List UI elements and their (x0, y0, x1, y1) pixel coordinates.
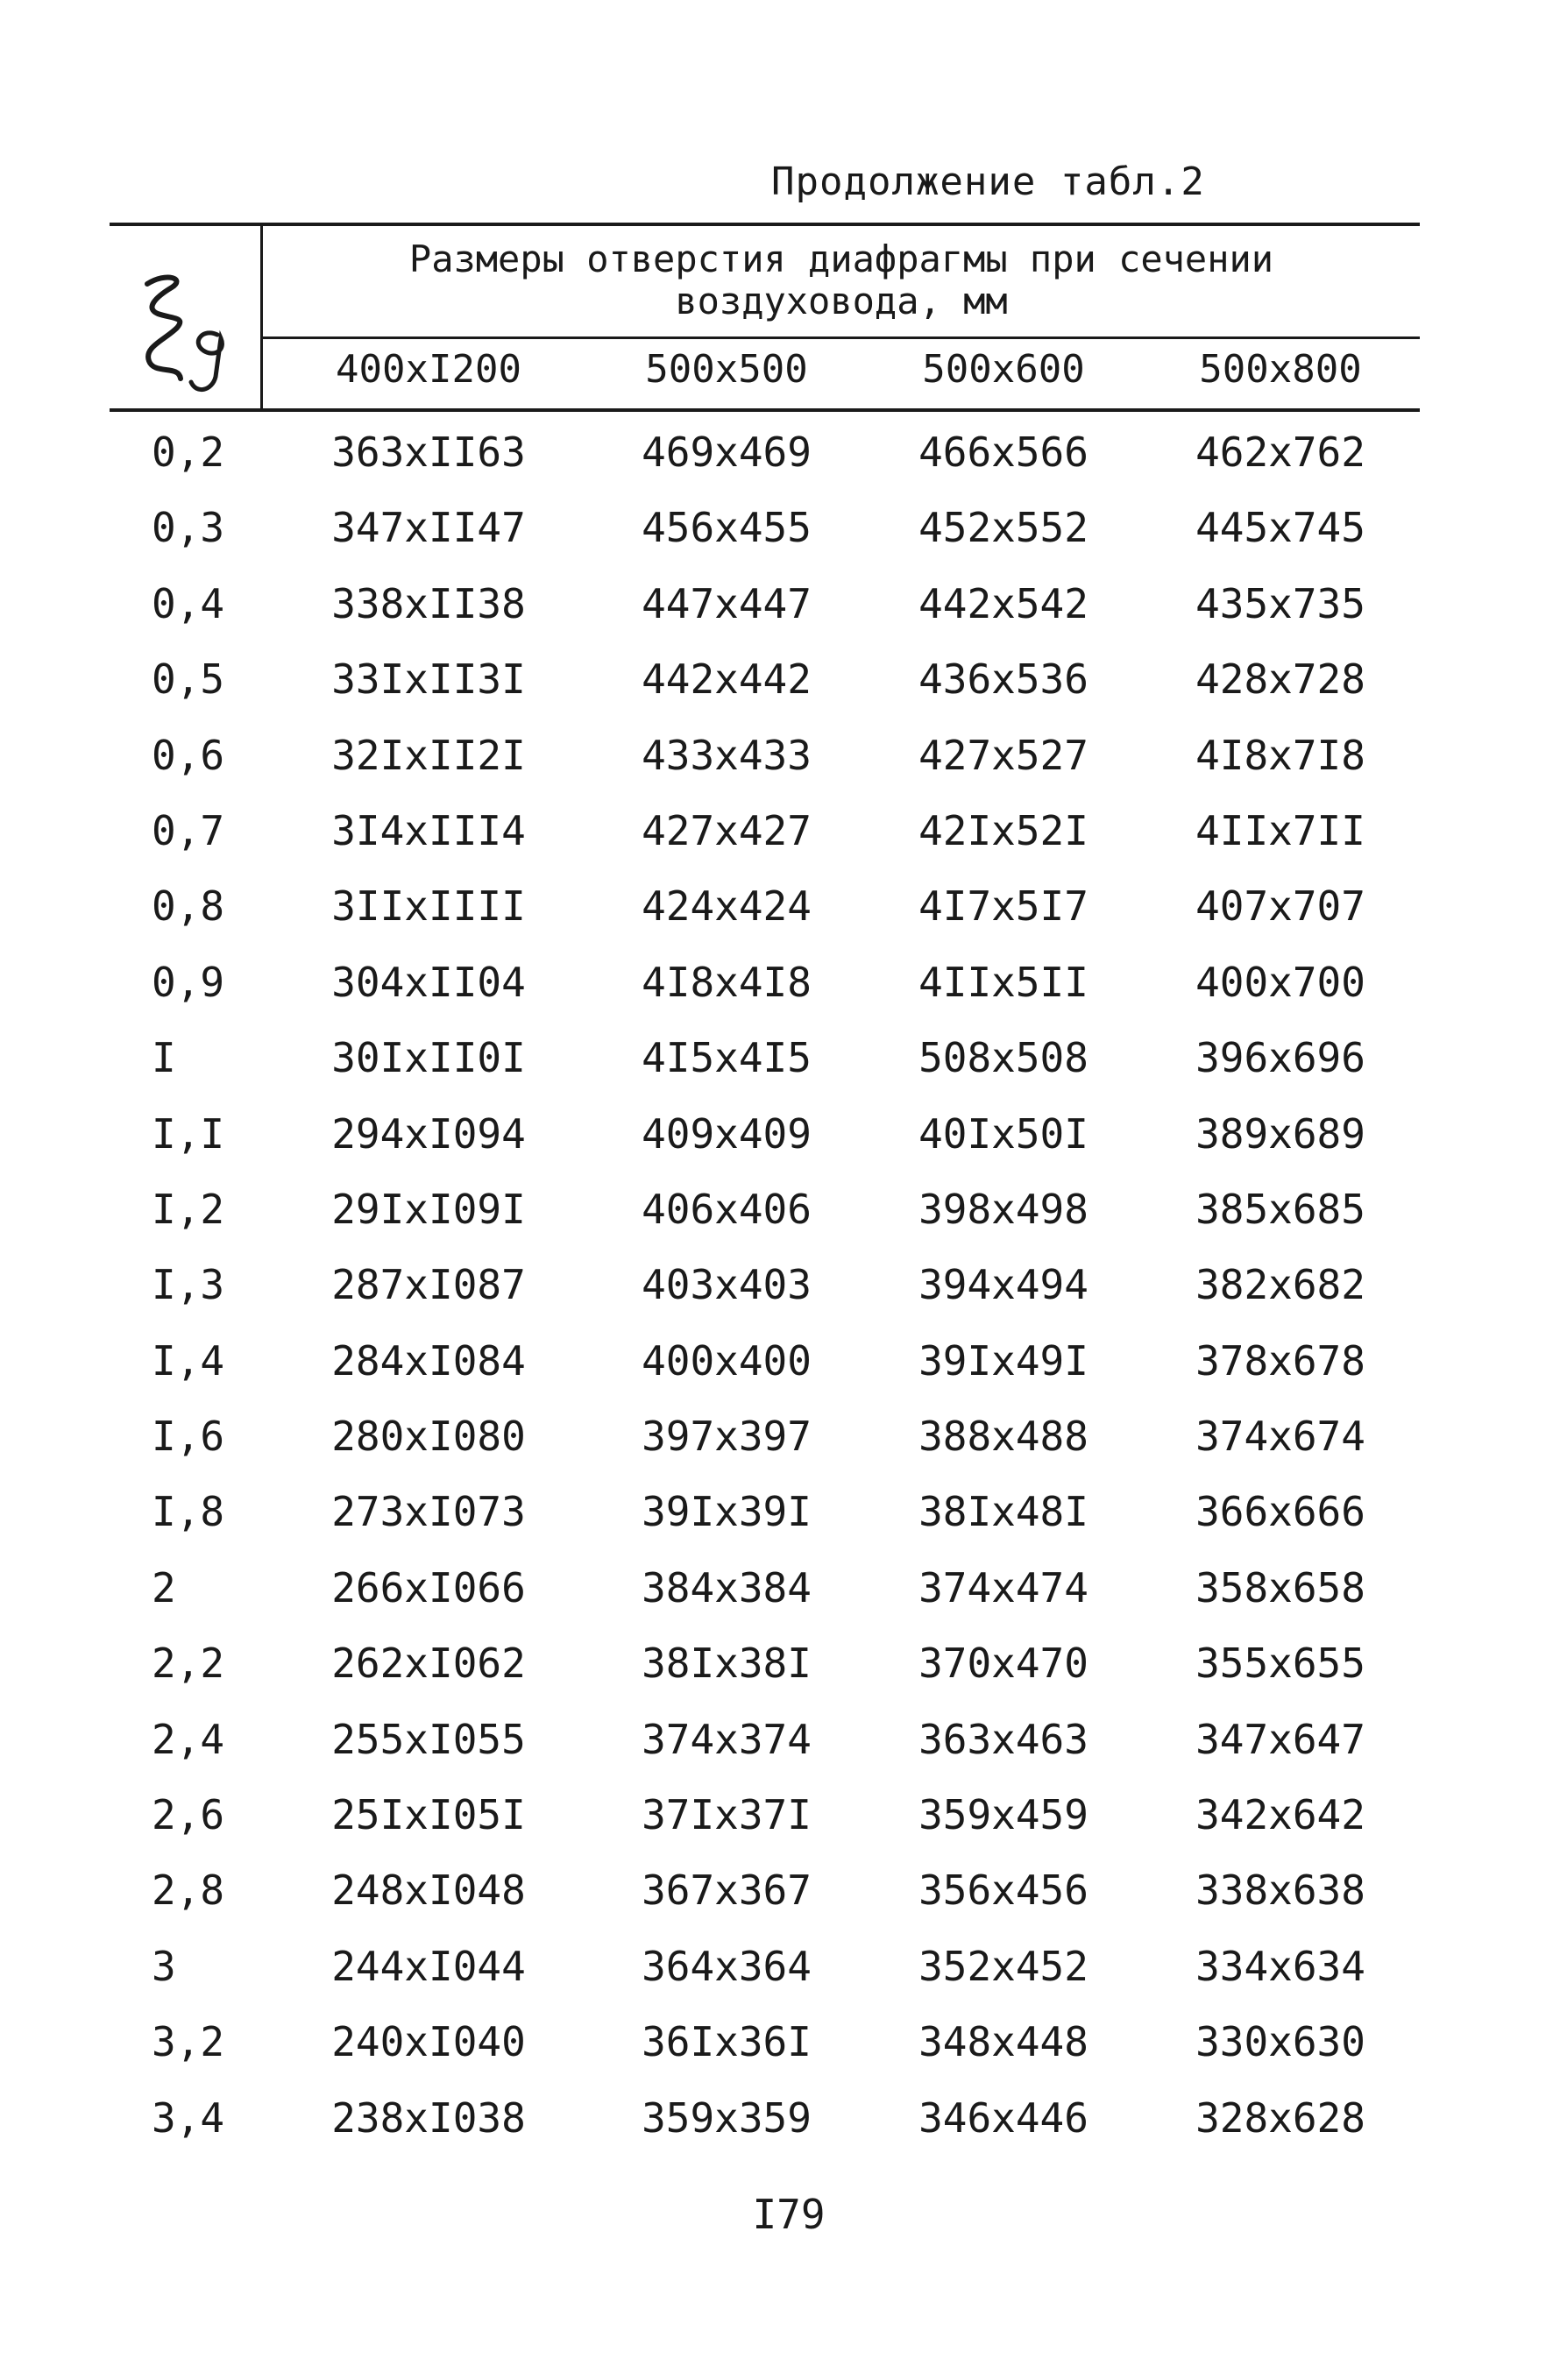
table-continuation-label: Продолжение табл.2 (771, 159, 1205, 204)
size-cell: 304xII04 (331, 958, 526, 1006)
xi-d-symbol-icon (123, 266, 245, 398)
size-cell: 358x658 (1195, 1563, 1365, 1611)
xi-value-cell: 2 (152, 1563, 176, 1611)
size-cell: 508x508 (918, 1034, 1089, 1082)
size-cell: 374x374 (642, 1715, 812, 1763)
size-cell: 3I4xIII4 (331, 806, 526, 854)
xi-value-cell: 0,7 (152, 806, 225, 854)
size-cell: 428x728 (1195, 655, 1365, 704)
table-row (110, 1637, 1420, 1712)
table-top-rule (110, 223, 1420, 226)
size-cell: 30IxII0I (331, 1034, 526, 1082)
size-cell: 334x634 (1195, 1942, 1365, 1990)
size-cell: 394x494 (918, 1261, 1089, 1309)
table-row (110, 1940, 1420, 2015)
size-cell: 397x397 (642, 1413, 812, 1461)
table-body (110, 426, 1420, 2167)
table-row (110, 1258, 1420, 1334)
table-row (110, 1864, 1420, 1939)
size-cell: 244xI044 (331, 1942, 526, 1990)
size-cell: 359x459 (918, 1791, 1089, 1839)
size-cell: 384x384 (642, 1563, 812, 1611)
size-cell: 364x364 (642, 1942, 812, 1990)
size-cell: 406x406 (642, 1185, 812, 1233)
table-row (110, 2015, 1420, 2091)
size-cell: 273xI073 (331, 1488, 526, 1536)
size-cell: 294xI094 (331, 1109, 526, 1158)
xi-value-cell: 0,6 (152, 731, 225, 779)
table-row (110, 880, 1420, 955)
xi-value-cell: 2,6 (152, 1791, 225, 1839)
size-cell: 347x647 (1195, 1715, 1365, 1763)
size-cell: 427x527 (918, 731, 1089, 779)
page-number: I79 (752, 2191, 826, 2238)
column-header-500x600: 500x600 (922, 347, 1085, 392)
group-caption-line-2: воздуховода, мм (675, 280, 1008, 322)
table-row (110, 501, 1420, 577)
xi-value-cell: 0,4 (152, 579, 225, 627)
xi-value-cell: 2,4 (152, 1715, 225, 1763)
size-cell: 355x655 (1195, 1640, 1365, 1688)
size-cell: 436x536 (918, 655, 1089, 704)
size-cell: 4IIx5II (918, 958, 1089, 1006)
xi-value-cell: I,I (152, 1109, 225, 1158)
xi-value-cell: 3,2 (152, 2018, 225, 2066)
table-row (110, 1789, 1420, 1864)
table-row (110, 1108, 1420, 1183)
header-mid-rule (263, 336, 1420, 339)
group-caption (263, 238, 1420, 322)
size-cell: 469x469 (642, 429, 812, 476)
size-cell: 330x630 (1195, 2018, 1365, 2066)
table-row (110, 729, 1420, 804)
xi-value-cell: 2,8 (152, 1866, 225, 1915)
size-cell: 238xI038 (331, 2093, 526, 2142)
xi-value-cell: I,2 (152, 1185, 225, 1233)
size-cell: 262xI062 (331, 1640, 526, 1688)
size-cell: 407x707 (1195, 882, 1365, 931)
size-cell: 424x424 (642, 882, 812, 931)
table-row (110, 956, 1420, 1031)
size-cell: 342x642 (1195, 1791, 1365, 1839)
size-cell: 388x488 (918, 1413, 1089, 1461)
size-cell: 363xII63 (331, 429, 526, 476)
table-row (110, 804, 1420, 880)
size-cell: 409x409 (642, 1109, 812, 1158)
size-cell: 462x762 (1195, 429, 1365, 476)
column-header-500x800: 500x800 (1199, 347, 1362, 392)
size-cell: 240xI040 (331, 2018, 526, 2066)
size-cell: 382x682 (1195, 1261, 1365, 1309)
size-cell: 374x674 (1195, 1413, 1365, 1461)
column-header-500x500: 500x500 (645, 347, 808, 392)
size-cell: 338xII38 (331, 579, 526, 627)
size-cell: 284xI084 (331, 1336, 526, 1385)
header-bottom-rule (110, 408, 1420, 412)
size-cell: 427x427 (642, 806, 812, 854)
xi-value-cell: 3 (152, 1942, 176, 1990)
size-cell: 366x666 (1195, 1488, 1365, 1536)
xi-value-cell: I,8 (152, 1488, 225, 1536)
size-cell: 287xI087 (331, 1261, 526, 1309)
size-cell: 435x735 (1195, 579, 1365, 627)
size-cell: 374x474 (918, 1563, 1089, 1611)
xi-value-cell: 0,3 (152, 504, 225, 552)
size-cell: 3IIxIIII (331, 882, 526, 931)
size-cell: 338x638 (1195, 1866, 1365, 1915)
size-cell: 466x566 (918, 429, 1089, 476)
size-cell: 452x552 (918, 504, 1089, 552)
size-cell: 42Ix52I (918, 806, 1089, 854)
xi-value-cell: 2,2 (152, 1640, 225, 1688)
size-cell: 255xI055 (331, 1715, 526, 1763)
size-cell: 363x463 (918, 1715, 1089, 1763)
size-cell: 280xI080 (331, 1413, 526, 1461)
table-row (110, 1031, 1420, 1107)
table-row (110, 653, 1420, 728)
xi-value-cell: 0,2 (152, 429, 225, 476)
size-cell: 38Ix38I (642, 1640, 812, 1688)
size-cell: 248xI048 (331, 1866, 526, 1915)
xi-value-cell: 0,9 (152, 958, 225, 1006)
size-cell: 398x498 (918, 1185, 1089, 1233)
size-cell: 356x456 (918, 1866, 1089, 1915)
size-cell: 37Ix37I (642, 1791, 812, 1839)
size-cell: 39Ix39I (642, 1488, 812, 1536)
xi-value-cell: I (152, 1034, 176, 1082)
size-cell: 442x442 (642, 655, 812, 704)
size-cell: 4I7x5I7 (918, 882, 1089, 931)
size-cell: 385x685 (1195, 1185, 1365, 1233)
table-row (110, 2092, 1420, 2167)
size-cell: 367x367 (642, 1866, 812, 1915)
size-cell: 447x447 (642, 579, 812, 627)
size-cell: 389x689 (1195, 1109, 1365, 1158)
size-cell: 396x696 (1195, 1034, 1365, 1082)
table-row (110, 1410, 1420, 1485)
size-cell: 4I8x7I8 (1195, 731, 1365, 779)
size-cell: 33IxII3I (331, 655, 526, 704)
size-cell: 328x628 (1195, 2093, 1365, 2142)
size-cell: 25IxI05I (331, 1791, 526, 1839)
size-cell: 29IxI09I (331, 1185, 526, 1233)
table-row (110, 1713, 1420, 1789)
size-cell: 359x359 (642, 2093, 812, 2142)
size-cell: 38Ix48I (918, 1488, 1089, 1536)
table-row (110, 426, 1420, 501)
size-cell: 400x400 (642, 1336, 812, 1385)
xi-value-cell: 3,4 (152, 2093, 225, 2142)
size-cell: 442x542 (918, 579, 1089, 627)
size-cell: 4I8x4I8 (642, 958, 812, 1006)
size-cell: 4I5x4I5 (642, 1034, 812, 1082)
size-cell: 39Ix49I (918, 1336, 1089, 1385)
xi-value-cell: I,4 (152, 1336, 225, 1385)
table-row (110, 1335, 1420, 1410)
size-cell: 348x448 (918, 2018, 1089, 2066)
size-cell: 378x678 (1195, 1336, 1365, 1385)
table-row (110, 1485, 1420, 1561)
size-cell: 433x433 (642, 731, 812, 779)
table-row (110, 577, 1420, 653)
size-cell: 266xI066 (331, 1563, 526, 1611)
size-cell: 36Ix36I (642, 2018, 812, 2066)
size-cell: 403x403 (642, 1261, 812, 1309)
size-cell: 32IxII2I (331, 731, 526, 779)
size-cell: 370x470 (918, 1640, 1089, 1688)
table-row (110, 1183, 1420, 1258)
size-cell: 456x455 (642, 504, 812, 552)
size-cell: 445x745 (1195, 504, 1365, 552)
xi-value-cell: 0,8 (152, 882, 225, 931)
size-cell: 400x700 (1195, 958, 1365, 1006)
size-cell: 346x446 (918, 2093, 1089, 2142)
group-caption-line-1: Размеры отверстия диафрагмы при сечении (408, 237, 1274, 280)
xi-value-cell: I,3 (152, 1261, 225, 1309)
column-header-400x1200: 400xI200 (336, 347, 521, 392)
size-cell: 40Ix50I (918, 1109, 1089, 1158)
size-cell: 4IIx7II (1195, 806, 1365, 854)
size-cell: 347xII47 (331, 504, 526, 552)
xi-value-cell: 0,5 (152, 655, 225, 704)
size-cell: 352x452 (918, 1942, 1089, 1990)
xi-value-cell: I,6 (152, 1413, 225, 1461)
table-row (110, 1562, 1420, 1637)
